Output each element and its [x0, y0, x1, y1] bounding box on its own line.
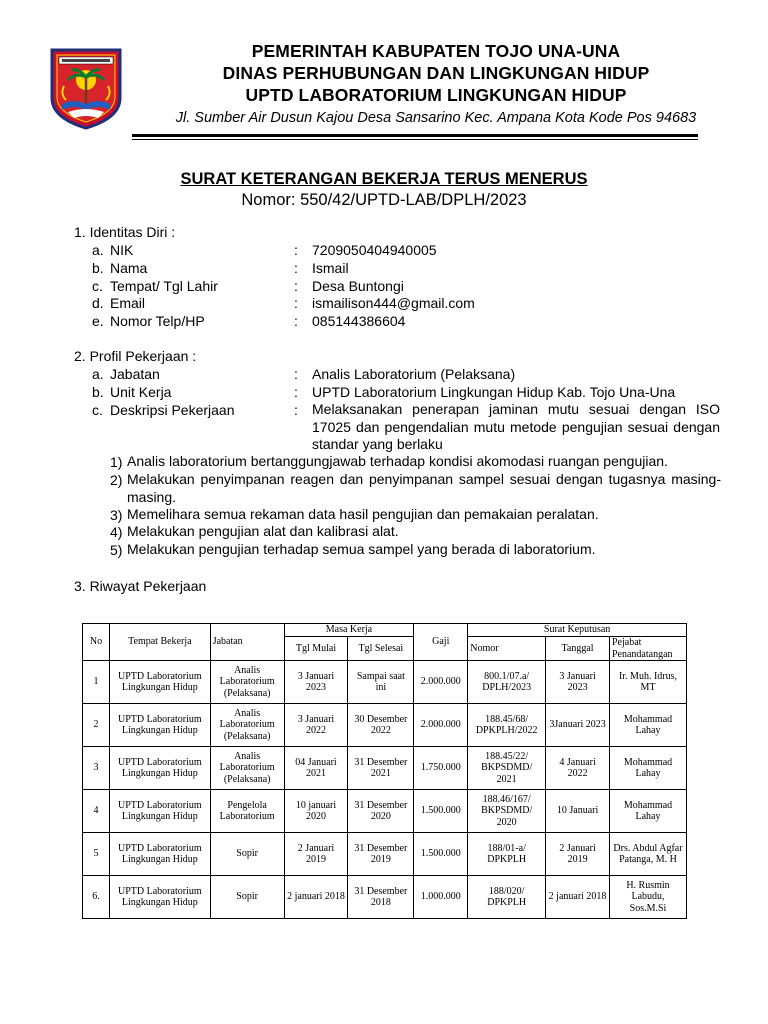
ttl-colon: : [294, 278, 298, 294]
jabatan-colon: : [294, 366, 298, 382]
cell-tempat: UPTD Laboratorium Lingkungan Hidup [109, 747, 210, 790]
header-gaji: Gaji [414, 624, 468, 661]
letterhead-thick-rule [132, 134, 698, 137]
cell-selesai: 30 Desember 2022 [348, 704, 414, 747]
task-4-text: Melakukan pengujian alat dan kalibrasi alat. [127, 523, 399, 539]
table-row [83, 661, 687, 704]
cell-jabatan: Analis Laboratorium (Pelaksana) [210, 661, 284, 704]
cell-selesai: 31 Desember 2019 [348, 833, 414, 876]
email-letter: d. [92, 295, 104, 311]
cell-tempat: UPTD Laboratorium Lingkungan Hidup [109, 704, 210, 747]
cell-selesai: 31 Desember 2021 [348, 747, 414, 790]
cell-gaji: 1.750.000 [414, 747, 468, 790]
nik-value: 7209050404940005 [312, 242, 437, 258]
jabatan-value: Analis Laboratorium (Pelaksana) [312, 366, 516, 382]
unit-colon: : [294, 384, 298, 400]
cell-jabatan: Sopir [210, 833, 284, 876]
task-3-text: Memelihara semua rekaman data hasil pengujian dan pemakaian peralatan. [127, 506, 599, 522]
header-nomor: Nomor [468, 637, 546, 661]
task-5-num: 5) [110, 542, 123, 558]
task-1-num: 1) [110, 454, 123, 470]
header-masa-kerja: Masa Kerja [284, 624, 414, 637]
cell-no: 1 [83, 661, 110, 704]
cell-nomor: 188/01-a/ DPKPLH [468, 833, 546, 876]
cell-tanggal: 4 Januari 2022 [546, 747, 610, 790]
nama-label: Nama [110, 260, 148, 276]
cell-selesai: Sampai saat ini [348, 661, 414, 704]
cell-mulai: 2 januari 2018 [284, 876, 348, 919]
cell-mulai: 04 Januari 2021 [284, 747, 348, 790]
cell-mulai: 3 Januari 2022 [284, 704, 348, 747]
cell-pejabat: Drs. Abdul Agfar Patanga, M. H [609, 833, 686, 876]
phone-colon: : [294, 313, 298, 329]
cell-tanggal: 3 Januari 2023 [546, 661, 610, 704]
cell-jabatan: Analis Laboratorium (Pelaksana) [210, 747, 284, 790]
header-pejabat: Pejabat Penandatangan [609, 637, 686, 661]
email-colon: : [294, 295, 298, 311]
section1-heading: 1. Identitas Diri : [74, 224, 176, 240]
header-tgl-mulai: Tgl Mulai [284, 637, 348, 661]
phone-label: Nomor Telp/HP [110, 313, 205, 329]
deskripsi-letter: c. [92, 402, 103, 418]
nama-letter: b. [92, 260, 104, 276]
letterhead-government: PEMERINTAH KABUPATEN TOJO UNA-UNA [251, 41, 621, 61]
cell-selesai: 31 Desember 2018 [348, 876, 414, 919]
deskripsi-label: Deskripsi Pekerjaan [110, 402, 235, 418]
cell-nomor: 188.45/22/ BKPSDMD/ 2021 [468, 747, 546, 790]
section2-heading: 2. Profil Pekerjaan : [74, 348, 197, 364]
cell-gaji: 2.000.000 [414, 704, 468, 747]
nama-colon: : [294, 260, 298, 276]
cell-tempat: UPTD Laboratorium Lingkungan Hidup [109, 661, 210, 704]
work-history-table [82, 623, 687, 919]
deskripsi-colon: : [294, 402, 298, 418]
task-5-text: Melakukan pengujian terhadap semua sampel yang berada di laboratorium. [127, 541, 596, 557]
cell-pejabat: Mohammad Lahay [609, 747, 686, 790]
letterhead-unit: UPTD LABORATORIUM LINGKUNGAN HIDUP [245, 85, 627, 105]
jabatan-label: Jabatan [110, 366, 160, 382]
cell-nomor: 188.45/68/ DPKPLH/2022 [468, 704, 546, 747]
cell-tanggal: 3Januari 2023 [546, 704, 610, 747]
cell-no: 5 [83, 833, 110, 876]
cell-nomor: 800.1/07.a/ DPLH/2023 [468, 661, 546, 704]
task-3-num: 3) [110, 507, 123, 523]
unit-letter: b. [92, 384, 104, 400]
unit-value: UPTD Laboratorium Lingkungan Hidup Kab. Tojo Una-Una [312, 384, 676, 400]
nama-value: Ismail [312, 260, 349, 276]
ttl-letter: c. [92, 278, 103, 294]
email-label: Email [110, 295, 146, 311]
cell-tempat: UPTD Laboratorium Lingkungan Hidup [109, 876, 210, 919]
header-no: No [83, 624, 110, 661]
table-row [83, 747, 687, 790]
cell-nomor: 188/020/ DPKPLH [468, 876, 546, 919]
letterhead-department: DINAS PERHUBUNGAN DAN LINGKUNGAN HIDUP [222, 63, 650, 83]
cell-selesai: 31 Desember 2020 [348, 790, 414, 833]
header-surat-keputusan: Surat Keputusan [468, 624, 687, 637]
cell-mulai: 2 Januari 2019 [284, 833, 348, 876]
ttl-label: Tempat/ Tgl Lahir [110, 278, 218, 294]
jabatan-letter: a. [92, 366, 104, 382]
cell-jabatan: Sopir [210, 876, 284, 919]
cell-mulai: 3 Januari 2023 [284, 661, 348, 704]
cell-gaji: 1.000.000 [414, 876, 468, 919]
title-number: Nomor: 550/42/UPTD-LAB/DPLH/2023 [241, 191, 527, 209]
letterhead-address: Jl. Sumber Air Dusun Kajou Desa Sansarino Kec. Ampana Kota Kode Pos 94683 [175, 110, 697, 126]
cell-jabatan: Analis Laboratorium (Pelaksana) [210, 704, 284, 747]
cell-gaji: 1.500.000 [414, 790, 468, 833]
nik-label: NIK [110, 242, 134, 258]
document-title [0, 168, 768, 210]
header-tempat: Tempat Bekerja [109, 624, 210, 661]
cell-pejabat: Mohammad Lahay [609, 790, 686, 833]
ttl-value: Desa Buntongi [312, 278, 404, 294]
table-row [83, 790, 687, 833]
cell-gaji: 2.000.000 [414, 661, 468, 704]
task-2-num: 2) [110, 472, 123, 488]
cell-tanggal: 2 Januari 2019 [546, 833, 610, 876]
cell-no: 3 [83, 747, 110, 790]
phone-letter: e. [92, 313, 104, 329]
task-1-text: Analis laboratorium bertanggungjawab terhadap kondisi akomodasi ruangan pengujian. [127, 453, 668, 469]
section3-heading: 3. Riwayat Pekerjaan [74, 578, 207, 594]
cell-tempat: UPTD Laboratorium Lingkungan Hidup [109, 790, 210, 833]
phone-value: 085144386604 [312, 313, 406, 329]
table-row [83, 704, 687, 747]
regency-emblem-logo [48, 46, 124, 130]
task-4-num: 4) [110, 524, 123, 540]
task-2-text: Melakukan penyimpanan reagen dan penyimpanan sampel sesuai dengan tugasnya masing-masing. [127, 471, 721, 505]
cell-no: 6. [83, 876, 110, 919]
letterhead [130, 40, 742, 128]
cell-nomor: 188.46/167/ BKPSDMD/ 2020 [468, 790, 546, 833]
cell-gaji: 1.500.000 [414, 833, 468, 876]
header-tgl-selesai: Tgl Selesai [348, 637, 414, 661]
nik-letter: a. [92, 242, 104, 258]
cell-pejabat: H. Rusmin Labudu, Sos.M.Si [609, 876, 686, 919]
nik-colon: : [294, 242, 298, 258]
email-value: ismailison444@gmail.com [312, 295, 475, 311]
cell-no: 2 [83, 704, 110, 747]
cell-pejabat: Mohammad Lahay [609, 704, 686, 747]
header-jabatan: Jabatan [210, 624, 284, 661]
letterhead-thin-rule [132, 139, 698, 140]
cell-tanggal: 2 januari 2018 [546, 876, 610, 919]
cell-no: 4 [83, 790, 110, 833]
cell-mulai: 10 januari 2020 [284, 790, 348, 833]
cell-tempat: UPTD Laboratorium Lingkungan Hidup [109, 833, 210, 876]
cell-tanggal: 10 Januari [546, 790, 610, 833]
table-row [83, 876, 687, 919]
unit-label: Unit Kerja [110, 384, 172, 400]
header-tanggal: Tanggal [546, 637, 610, 661]
cell-pejabat: Ir. Muh. Idrus, MT [609, 661, 686, 704]
cell-jabatan: Pengelola Laboratorium [210, 790, 284, 833]
deskripsi-value: Melaksanakan penerapan jaminan mutu sesuai dengan ISO 17025 dan pengendalian mutu metode pengujian sesuai dengan standar yang berlaku [312, 401, 720, 452]
title-main: SURAT KETERANGAN BEKERJA TERUS MENERUS [180, 170, 588, 188]
table-row [83, 833, 687, 876]
